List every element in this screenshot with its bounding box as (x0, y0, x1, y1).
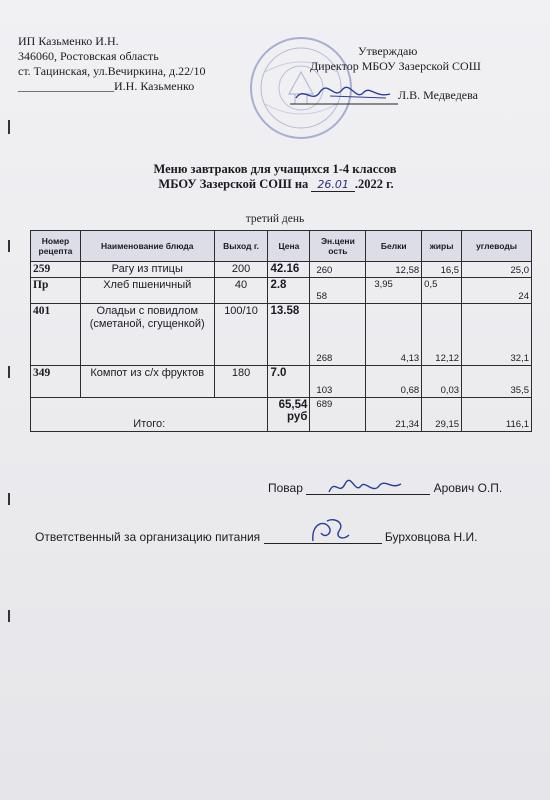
output-cell: 100/10 (214, 304, 268, 366)
edge-mark (8, 120, 10, 134)
col-header-carbs: углеводы (462, 231, 532, 262)
col-header-protein: Белки (366, 231, 422, 262)
supplier-signature-line (18, 79, 206, 94)
responsible-label: Ответственный за организацию питания (35, 530, 261, 544)
table-row (31, 304, 532, 366)
total-fat: 29,15 (422, 398, 462, 432)
menu-table (30, 230, 532, 432)
total-label: Итого: (31, 398, 268, 432)
carbs-cell: 24 (462, 278, 532, 304)
day-label: третий день (245, 213, 305, 225)
total-protein: 21,34 (366, 398, 422, 432)
edge-mark (8, 493, 10, 505)
price-cell: 13.58 (268, 304, 310, 366)
dish-cell: Оладьи с повидлом (сметаной, сгущенкой) (80, 304, 214, 366)
carbs-cell: 32,1 (462, 304, 532, 366)
signature-blank: ________________ (18, 79, 114, 93)
col-header-name: Наименование блюда (80, 231, 214, 262)
dish-cell: Хлеб пшеничный (80, 278, 214, 304)
table-header-row (31, 231, 532, 262)
supplier-address-1: 346060, Ростовская область (18, 49, 159, 63)
approval-label: Утверждаю (358, 44, 418, 58)
output-cell: 180 (214, 366, 268, 398)
menu-title (0, 162, 550, 192)
energy-cell: 103 (310, 366, 366, 398)
menu-title-line1: Меню завтраков для учащихся 1-4 классов (153, 162, 397, 176)
recipe-cell: Пр (31, 278, 81, 304)
total-energy: 689 (310, 398, 366, 432)
price-cell: 7.0 (268, 366, 310, 398)
fat-cell: 12,12 (422, 304, 462, 366)
protein-cell: 4,13 (366, 304, 422, 366)
carbs-cell: 25,0 (462, 262, 532, 278)
protein-cell: 12,58 (366, 262, 422, 278)
table-row (31, 278, 532, 304)
col-header-energy: Эн.цени ость (310, 231, 366, 262)
cook-name: Арович О.П. (433, 481, 503, 495)
energy-cell: 58 (310, 278, 366, 304)
fat-cell: 16,5 (422, 262, 462, 278)
year: .2022 г. (354, 177, 394, 191)
col-header-fat: жиры (422, 231, 462, 262)
responsible-name: Бурховцова Н.И. (384, 530, 478, 544)
carbs-cell: 35,5 (462, 366, 532, 398)
energy-cell: 268 (310, 304, 366, 366)
approval-position: Директор МБОУ Зазерской СОШ (310, 59, 481, 73)
price-cell: 42.16 (268, 262, 310, 278)
protein-cell: 0,68 (366, 366, 422, 398)
price-cell: 2.8 (268, 278, 310, 304)
total-price: 65,54 руб (268, 398, 310, 432)
fat-cell: 0,5 (422, 278, 462, 304)
handwritten-date: 26.01 (311, 178, 355, 192)
edge-mark (8, 366, 10, 378)
col-header-output: Выход г. (214, 231, 268, 262)
table-row (31, 366, 532, 398)
dish-cell: Рагу из птицы (80, 262, 214, 278)
director-name: Л.В. Медведева (398, 88, 478, 102)
edge-mark (8, 610, 10, 622)
edge-mark (8, 240, 10, 252)
recipe-cell: 401 (31, 304, 81, 366)
protein-cell: 3,95 (366, 278, 422, 304)
cook-label: Повар (268, 481, 303, 495)
dish-cell: Компот из с/х фруктов (80, 366, 214, 398)
total-row (31, 398, 532, 432)
output-cell: 40 (214, 278, 268, 304)
recipe-cell: 349 (31, 366, 81, 398)
supplier-signatory: И.Н. Казьменко (114, 79, 195, 93)
table-row (31, 262, 532, 278)
cook-signature-scribble (325, 476, 405, 498)
responsible-signature-scribble (305, 515, 355, 547)
director-signature-scribble (290, 80, 400, 110)
fat-cell: 0,03 (422, 366, 462, 398)
menu-title-line2 (0, 177, 550, 192)
total-carbs: 116,1 (462, 398, 532, 432)
supplier-block (18, 34, 206, 94)
col-header-recipe: Номер рецепта (31, 231, 81, 262)
recipe-cell: 259 (31, 262, 81, 278)
col-header-price: Цена (268, 231, 310, 262)
output-cell: 200 (214, 262, 268, 278)
school-name: МБОУ Зазерской СОШ на (158, 177, 309, 191)
responsible-signature-line (35, 530, 477, 544)
supplier-name: ИП Казьменко И.Н. (18, 34, 119, 48)
supplier-address-2: ст. Тацинская, ул.Вечиркина, д.22/10 (18, 64, 206, 78)
energy-cell: 260 (310, 262, 366, 278)
